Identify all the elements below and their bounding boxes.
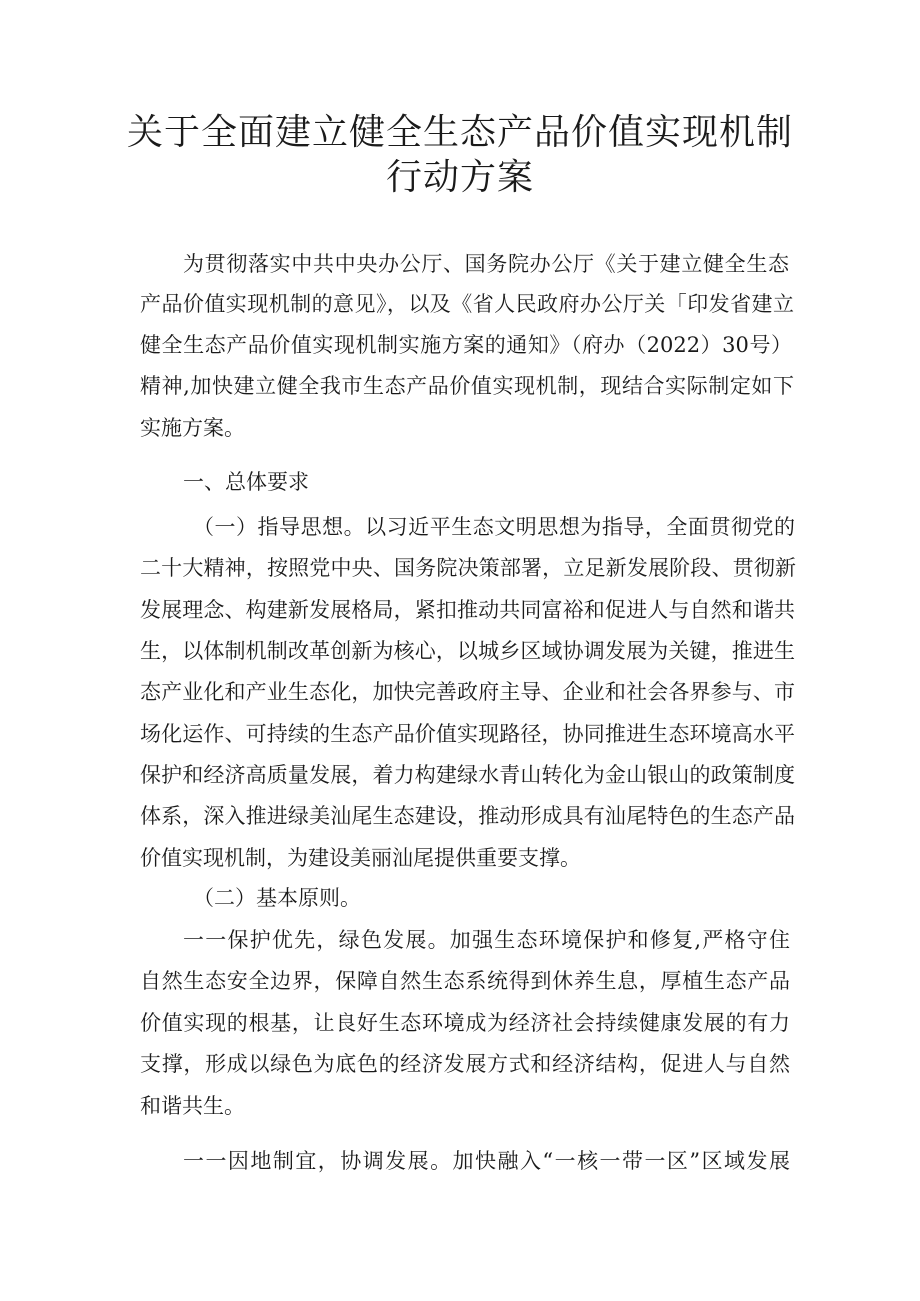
paragraph-line: 为贯彻落实中共中央办公厅、国务院办公厅《关于建立健全生态 <box>183 252 789 276</box>
paragraph-line: 自然生态安全边界，保障自然生态系统得到休养生息，厚植生态产品 <box>140 969 790 993</box>
paragraph-line: 和谐共生。 <box>140 1094 245 1118</box>
paragraph-line: 保护和经济高质量发展，着力构建绿水青山转化为金山银山的政策制度 <box>140 763 795 787</box>
paragraph-line: 实施方案。 <box>140 416 245 440</box>
paragraph-line: 场化运作、可持续的生态产品价值实现路径，协同推进生态环境高水平 <box>140 722 795 746</box>
paragraph-line: 二十大精神，按照党中央、国务院决策部署，立足新发展阶段、贯彻新 <box>140 556 796 580</box>
paragraph-line: 一一因地制宜，协调发展。加快融入“一核一带一区”区域发展 <box>183 1149 790 1173</box>
paragraph-line: 发展理念、构建新发展格局，紧扣推动共同富裕和促进人与自然和谐共 <box>140 598 795 622</box>
section-heading: 一、总体要求 <box>183 470 309 494</box>
section-subheading: （二）基本原则。 <box>193 886 361 910</box>
paragraph-line: 体系，深入推进绿美汕尾生态建设，推动形成具有汕尾特色的生态产品 <box>140 804 795 828</box>
paragraph-line: 价值实现机制，为建设美丽汕尾提供重要支撑。 <box>140 846 581 870</box>
paragraph-line: 支撑，形成以绿色为底色的经济发展方式和经济结构，促进人与自然 <box>140 1052 790 1076</box>
paragraph-line: 一一保护优先，绿色发展。加强生态环境保护和修复,严格守住 <box>183 928 790 952</box>
document-title-line-1: 关于全面建立健全生态产品价值实现机制 <box>126 112 793 153</box>
paragraph-line: 健全生态产品价值实现机制实施方案的通知》（府办（2022）30号） <box>140 333 792 357</box>
paragraph-line: 精神,加快建立健全我市生态产品价值实现机制，现结合实际制定如下 <box>140 374 794 398</box>
paragraph-line: （一）指导思想。以习近平生态文明思想为指导，全面贯彻党的 <box>193 515 795 539</box>
paragraph-line: 态产业化和产业生态化，加快完善政府主导、企业和社会各界参与、市 <box>140 680 795 704</box>
paragraph-line: 产品价值实现机制的意见》，以及《省人民政府办公厅关「印发省建立 <box>140 292 794 316</box>
paragraph-line: 生，以体制机制改革创新为核心，以城乡区域协调发展为关键，推进生 <box>140 639 795 663</box>
document-title-line-2: 行动方案 <box>385 157 534 198</box>
paragraph-line: 价值实现的根基，让良好生态环境成为经济社会持续健康发展的有力 <box>140 1011 790 1035</box>
